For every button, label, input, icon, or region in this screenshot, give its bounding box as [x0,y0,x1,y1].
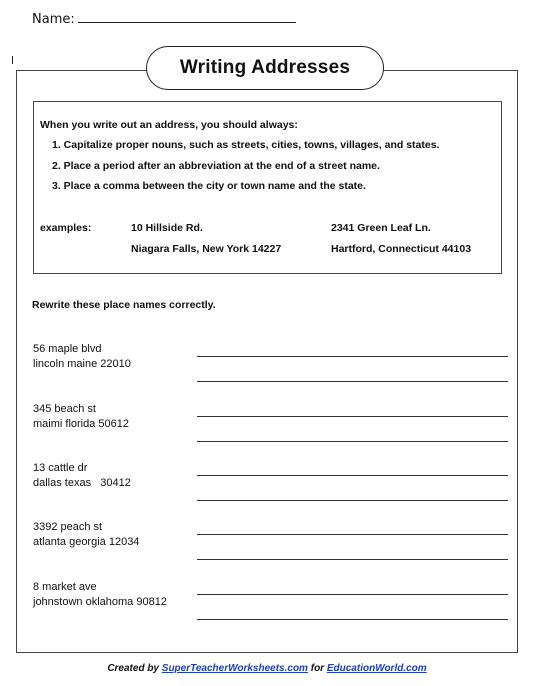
examples-label: examples: [40,222,92,234]
exercise-address [33,461,131,491]
answer-line[interactable] [197,619,508,620]
exercise-line: 8 market ave [33,581,97,593]
example-line: Niagara Falls, New York 14227 [131,243,282,255]
exercise-address [33,402,129,432]
example-line: 10 Hillside Rd. [131,222,203,234]
page-title: Writing Addresses [146,46,384,90]
footer-link-superteacher[interactable]: SuperTeacherWorksheets.com [161,663,308,674]
exercise-line: dallas texas 30412 [33,477,131,489]
answer-line[interactable] [197,559,508,560]
answer-line[interactable] [197,381,508,382]
exercise-line: atlanta georgia 12034 [33,536,140,548]
answer-line[interactable] [197,356,508,357]
footer-link-educationworld[interactable]: EducationWorld.com [326,663,427,674]
answer-line[interactable] [197,475,508,476]
name-label: Name: [32,12,75,27]
answer-line[interactable] [197,534,508,535]
rules-intro: When you write out an address, you should always: [40,119,298,131]
exercise-address [33,580,167,610]
exercise-line: maimi florida 50612 [33,418,129,430]
answer-line[interactable] [197,441,508,442]
answer-line[interactable] [197,416,508,417]
rule-item: 1. Capitalize proper nouns, such as streets, cities, towns, villages, and states. [52,139,440,151]
example-line: Hartford, Connecticut 44103 [331,243,472,255]
instruction: Rewrite these place names correctly. [32,299,216,311]
margin-tick [12,56,13,64]
example-line: 2341 Green Leaf Ln. [331,222,431,234]
footer-for: for [310,663,325,674]
name-blank-line[interactable] [78,10,296,23]
footer-created-by: Created by [107,663,159,674]
exercise-line: 56 maple blvd [33,343,102,355]
exercise-address [33,520,139,550]
exercise-address [33,342,131,372]
answer-line[interactable] [197,500,508,501]
exercise-line: 3392 peach st [33,521,103,533]
rule-item: 3. Place a comma between the city or town name and the state. [52,180,366,192]
answer-line[interactable] [197,594,508,595]
exercise-line: 13 cattle dr [33,462,88,474]
exercise-line: 345 beach st [33,403,96,415]
rule-item: 2. Place a period after an abbreviation at the end of a street name. [52,160,380,172]
footer-credit [0,663,534,674]
exercise-line: johnstown oklahoma 90812 [33,596,167,608]
exercise-line: lincoln maine 22010 [33,358,131,370]
name-field [32,10,296,27]
